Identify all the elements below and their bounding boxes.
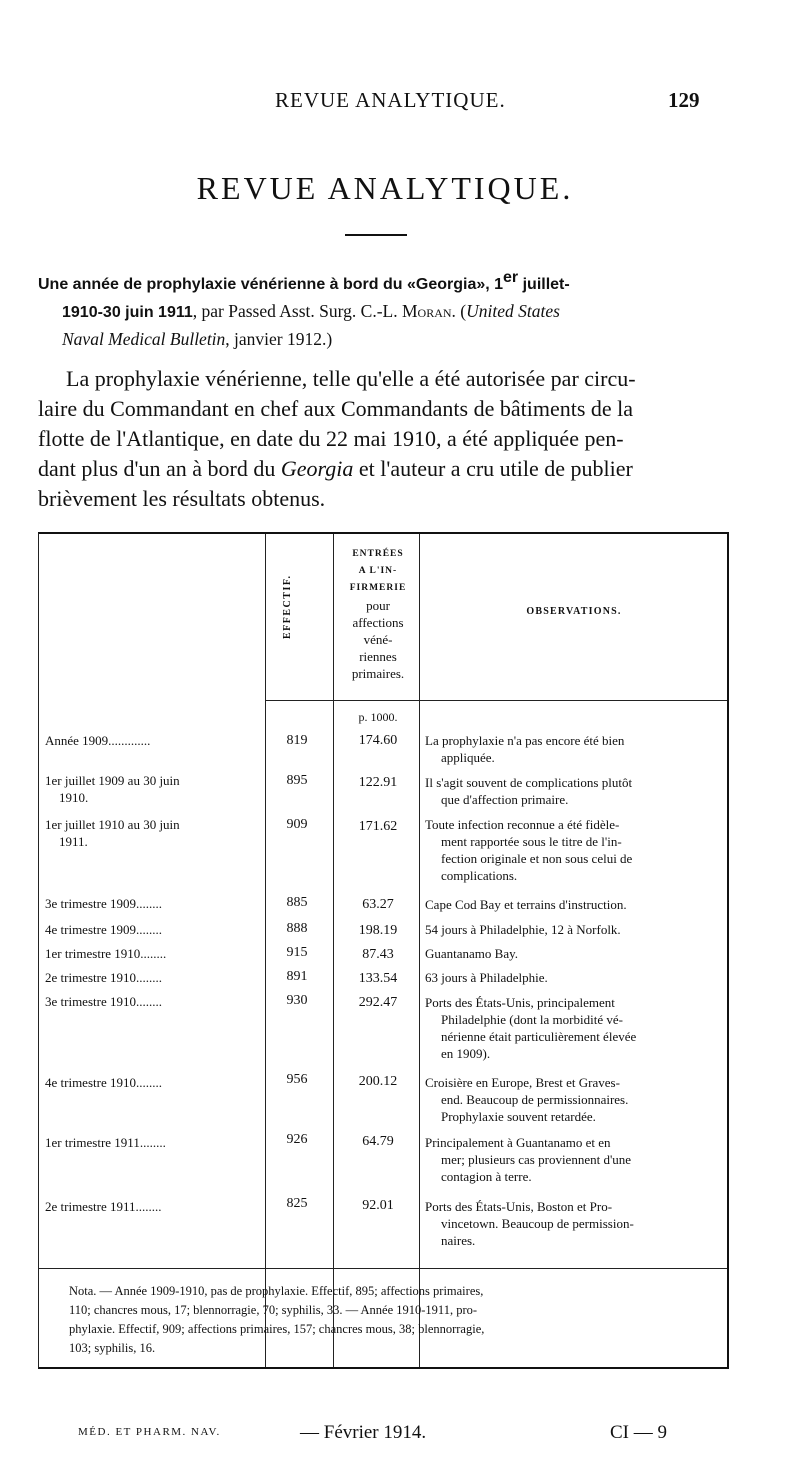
row-entrees: 87.43 bbox=[362, 947, 394, 962]
article-title-dates: 1910-30 juin 1911 bbox=[62, 304, 193, 321]
row-label bbox=[45, 945, 263, 962]
header-entrees-line: affections bbox=[352, 615, 404, 630]
row-entrees: 92.01 bbox=[362, 1198, 394, 1213]
obs-line: Cape Cod Bay et terrains d'instruction. bbox=[425, 897, 627, 912]
obs-line: appliquée. bbox=[441, 750, 495, 765]
nota-line: 103; syphilis, 16. bbox=[69, 1341, 156, 1355]
article-title-rest-1: , par Passed Asst. Surg. C.-L. bbox=[192, 301, 402, 321]
nota-rule bbox=[39, 1268, 727, 1269]
obs-line: nérienne était particulièrement élevée bbox=[441, 1029, 637, 1044]
row-entrees: 63.27 bbox=[362, 897, 394, 912]
nota-line: Nota. — Année 1909-1910, pas de prophylaxie. Effectif, 895; affections primaires, bbox=[69, 1284, 484, 1298]
page-footer bbox=[0, 1422, 800, 1452]
row-observation bbox=[425, 994, 719, 1062]
row-label bbox=[45, 921, 263, 938]
row-effectif: 888 bbox=[286, 921, 308, 936]
row-label-line: 4e trimestre 1909........ bbox=[45, 922, 162, 937]
nota-paragraph bbox=[69, 1282, 709, 1358]
row-observation bbox=[425, 896, 719, 913]
obs-line: naires. bbox=[441, 1233, 476, 1248]
header-entrees-line: A L'IN- bbox=[358, 566, 398, 576]
row-label bbox=[45, 816, 263, 850]
row-entrees: 200.12 bbox=[358, 1074, 398, 1089]
article-title-bold-2: juillet- bbox=[518, 276, 570, 293]
obs-line: 54 jours à Philadelphie, 12 à Norfolk. bbox=[425, 922, 621, 937]
row-observation bbox=[425, 816, 719, 884]
article-title-rest-3: , janvier 1912.) bbox=[225, 329, 333, 349]
row-observation bbox=[425, 774, 719, 808]
row-label-line: 1er trimestre 1910........ bbox=[45, 946, 167, 961]
obs-line: complications. bbox=[441, 868, 518, 883]
header-effectif: EFFECTIF. bbox=[282, 574, 293, 639]
journal-name-1: United States bbox=[466, 301, 560, 321]
row-label-line: 3e trimestre 1910........ bbox=[45, 994, 162, 1009]
footer-journal: MÉD. ET PHARM. NAV. bbox=[78, 1426, 221, 1438]
intro-text: et l'auteur a cru utile de publier bbox=[353, 456, 633, 481]
row-label-line: Année 1909............. bbox=[45, 733, 151, 748]
row-label-line: 2e trimestre 1910........ bbox=[45, 970, 162, 985]
intro-line bbox=[38, 454, 738, 484]
column-divider bbox=[419, 534, 420, 1367]
row-entrees: 133.54 bbox=[358, 971, 398, 986]
header-entrees-line: FIRMERIE bbox=[349, 583, 407, 593]
intro-line: laire du Commandant en chef aux Commandants de bâtiments de la bbox=[38, 396, 634, 421]
row-label-line: 2e trimestre 1911........ bbox=[45, 1199, 162, 1214]
obs-line: Principalement à Guantanamo et en bbox=[425, 1135, 611, 1150]
row-observation bbox=[425, 1198, 719, 1249]
obs-line: Prophylaxie souvent retardée. bbox=[441, 1109, 596, 1124]
header-entrees-line: ENTRÉES bbox=[352, 549, 404, 559]
obs-line: end. Beaucoup de permissionnaires. bbox=[441, 1092, 629, 1107]
article-title-bold-1: Une année de prophylaxie vénérienne à bord du «Georgia», 1 bbox=[38, 276, 504, 293]
row-label bbox=[45, 1074, 263, 1091]
row-effectif: 926 bbox=[286, 1132, 308, 1147]
intro-line: La prophylaxie vénérienne, telle qu'elle a été autorisée par circu- bbox=[66, 366, 636, 391]
obs-line: en 1909). bbox=[441, 1046, 491, 1061]
row-observation bbox=[425, 969, 719, 986]
obs-line: ment rapportée sous le titre de l'in- bbox=[441, 834, 622, 849]
row-label bbox=[45, 969, 263, 986]
obs-line: Guantanamo Bay. bbox=[425, 946, 519, 961]
row-label bbox=[45, 895, 263, 912]
intro-paragraph bbox=[38, 364, 738, 514]
unit-label: p. 1000. bbox=[358, 710, 398, 724]
obs-line: Croisière en Europe, Brest et Graves- bbox=[425, 1075, 620, 1090]
row-observation bbox=[425, 921, 719, 938]
header-entrees-line: véné- bbox=[363, 632, 393, 647]
row-label-line: 4e trimestre 1910........ bbox=[45, 1075, 162, 1090]
row-observation bbox=[425, 945, 719, 962]
header-entrees-line: pour bbox=[366, 598, 390, 613]
row-label bbox=[45, 732, 263, 749]
page-number: 129 bbox=[668, 88, 700, 112]
footer-signature: CI — 9 bbox=[610, 1422, 667, 1443]
row-label bbox=[45, 993, 263, 1010]
row-effectif: 819 bbox=[286, 733, 308, 748]
row-observation bbox=[425, 1134, 719, 1185]
row-label-line: 1910. bbox=[59, 790, 89, 805]
obs-line: mer; plusieurs cas proviennent d'une bbox=[441, 1152, 632, 1167]
row-entrees: 198.19 bbox=[358, 923, 398, 938]
header-rule bbox=[265, 700, 727, 701]
row-label bbox=[45, 1198, 263, 1215]
intro-text: dant plus d'un an à bord du bbox=[38, 456, 281, 481]
intro-line: flotte de l'Atlantique, en date du 22 mai 1910, a été appliquée pen- bbox=[38, 426, 624, 451]
header-entrees-line: riennes bbox=[359, 649, 397, 664]
row-label bbox=[45, 1134, 263, 1151]
row-entrees: 292.47 bbox=[358, 995, 398, 1010]
obs-line: contagion à terre. bbox=[441, 1169, 532, 1184]
row-label-line: 3e trimestre 1909........ bbox=[45, 896, 162, 911]
row-observation bbox=[425, 1074, 719, 1125]
section-title: REVUE ANALYTIQUE. bbox=[196, 170, 574, 206]
running-head-title: REVUE ANALYTIQUE. bbox=[275, 88, 506, 112]
row-effectif: 885 bbox=[286, 895, 308, 910]
row-effectif: 909 bbox=[286, 817, 308, 832]
column-divider bbox=[265, 534, 266, 1367]
obs-line: vincetown. Beaucoup de permission- bbox=[441, 1216, 634, 1231]
row-effectif: 930 bbox=[286, 993, 308, 1008]
article-title-rest-2: . ( bbox=[451, 301, 467, 321]
obs-line: Ports des États-Unis, principalement bbox=[425, 995, 615, 1010]
ship-name: Georgia bbox=[280, 456, 354, 481]
row-entrees: 64.79 bbox=[362, 1134, 394, 1149]
row-entrees: 171.62 bbox=[358, 819, 398, 834]
title-rule bbox=[345, 234, 407, 236]
header-observations: OBSERVATIONS. bbox=[526, 606, 622, 617]
obs-line: que d'affection primaire. bbox=[441, 792, 569, 807]
row-effectif: 891 bbox=[286, 969, 308, 984]
article-author: Moran bbox=[401, 301, 452, 321]
obs-line: Ports des États-Unis, Boston et Pro- bbox=[425, 1199, 613, 1214]
article-title bbox=[38, 270, 738, 352]
row-observation bbox=[425, 732, 719, 766]
row-label-line: 1911. bbox=[59, 834, 88, 849]
obs-line: La prophylaxie n'a pas encore été bien bbox=[425, 733, 625, 748]
obs-line: 63 jours à Philadelphie. bbox=[425, 970, 548, 985]
column-divider bbox=[333, 534, 334, 1367]
row-effectif: 825 bbox=[286, 1196, 308, 1211]
running-head bbox=[0, 88, 800, 118]
footer-date: — Février 1914. bbox=[300, 1422, 427, 1443]
nota-line: phylaxie. Effectif, 909; affections primaires, 157; chancres mous, 38; blennorragie, bbox=[69, 1322, 485, 1336]
statistics-table bbox=[38, 532, 729, 1369]
row-effectif: 915 bbox=[286, 945, 308, 960]
row-label-line: 1er juillet 1909 au 30 juin bbox=[45, 773, 180, 788]
row-effectif: 956 bbox=[286, 1072, 308, 1087]
obs-line: Philadelphie (dont la morbidité vé- bbox=[441, 1012, 623, 1027]
row-label-line: 1er trimestre 1911........ bbox=[45, 1135, 166, 1150]
article-title-sup: er bbox=[503, 269, 519, 287]
row-entrees: 174.60 bbox=[358, 733, 398, 748]
row-entrees: 122.91 bbox=[358, 775, 398, 790]
journal-name-2: Naval Medical Bulletin bbox=[62, 329, 226, 349]
header-entrees bbox=[337, 546, 419, 682]
header-entrees-line: primaires. bbox=[351, 666, 405, 681]
intro-line: brièvement les résultats obtenus. bbox=[38, 486, 326, 511]
row-label bbox=[45, 772, 263, 806]
obs-line: Toute infection reconnue a été fidèle- bbox=[425, 817, 620, 832]
nota-line: 110; chancres mous, 17; blennorragie, 70; syphilis, 33. — Année 1910-1911, pro- bbox=[69, 1303, 478, 1317]
obs-line: Il s'agit souvent de complications plutôt bbox=[425, 775, 633, 790]
obs-line: fection originale et non sous celui de bbox=[441, 851, 633, 866]
row-effectif: 895 bbox=[286, 773, 308, 788]
row-label-line: 1er juillet 1910 au 30 juin bbox=[45, 817, 180, 832]
